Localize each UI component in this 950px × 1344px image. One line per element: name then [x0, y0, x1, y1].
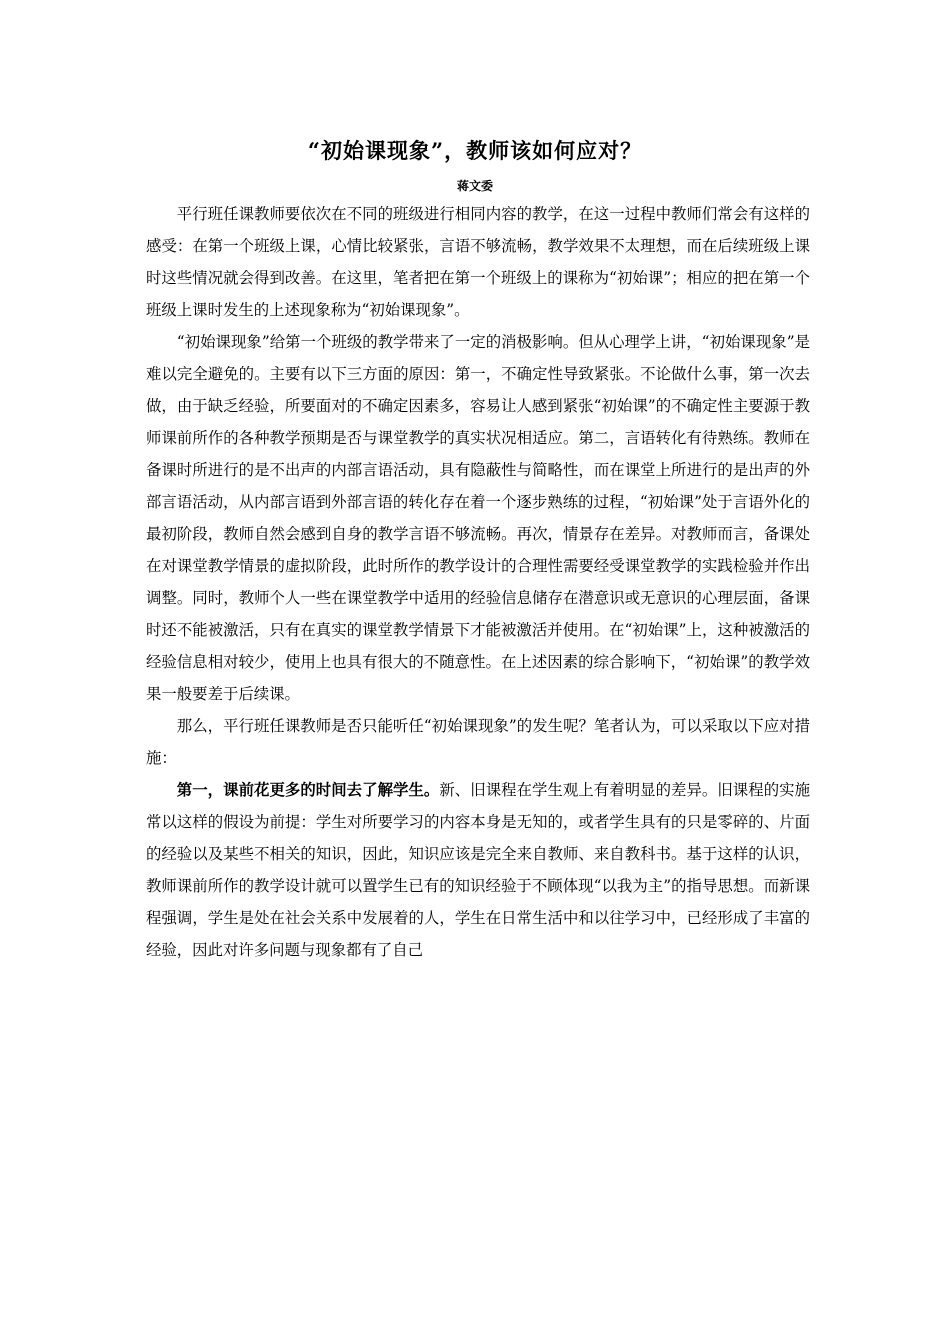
document-title: “初始课现象”，教师该如何应对？ — [307, 138, 643, 163]
measure-one-heading: 第一，课前花更多的时间去了解学生。 — [176, 781, 440, 799]
paragraph-measure-one — [146, 774, 810, 966]
measure-one-text: 新、旧课程在学生观上有着明显的差异。旧课程的实施常以这样的假设为前提：学生对所要学习的内容本身是无知的，或者学生具有的只是零碎的、片面的经验以及某些不相关的知识，因此，知识应该是完全来自教师、来自教科书。基于这样的认识，教师课前所作的教学设计就可以置学生已有的知识经验于不顾体现“以我为主”的指导思想。而新课程强调，学生是处在社会关系中发展着的人，学生在日常生活中和以往学习中，已经形成了丰富的经验，因此对许多问题与现象都有了自己 — [146, 781, 810, 959]
document-author: 蒋文委 — [456, 179, 493, 193]
document-body — [146, 198, 810, 966]
paragraph-causes: “初始课现象”给第一个班级的教学带来了一定的消极影响。但从心理学上讲，“初始课现象”是难以完全避免的。主要有以下三方面的原因：第一，不确定性导致紧张。不论做什么事，第一次去做，由于缺乏经验，所要面对的不确定因素多，容易让人感到紧张“初始课”的不确定性主要源于教师课前所作的各种教学预期是否与课堂教学的真实状况相适应。第二，言语转化有待熟练。教师在备课时所进行的是不出声的内部言语活动，具有隐蔽性与简略性，而在课堂上所进行的是出声的外部言语活动，从内部言语到外部言语的转化存在着一个逐步熟练的过程，“初始课”处于言语外化的最初阶段，教师自然会感到自身的教学言语不够流畅。再次，情景存在差异。对教师而言，备课处在对课堂教学情景的虚拟阶段，此时所作的教学设计的合理性需要经受课堂教学的实践检验并作出调整。同时，教师个人一些在课堂教学中适用的经验信息储存在潜意识或无意识的心理层面，备课时还不能被激活，只有在真实的课堂教学情景下才能被激活并使用。在“初始课”上，这种被激活的经验信息相对较少，使用上也具有很大的不随意性。在上述因素的综合影响下，“初始课”的教学效果一般要差于后续课。 — [146, 333, 810, 703]
paragraph-intro: 平行班任课教师要依次在不同的班级进行相同内容的教学，在这一过程中教师们常会有这样的感受：在第一个班级上课，心情比较紧张，言语不够流畅，教学效果不太理想，而在后续班级上课时这些情况就会得到改善。在这里，笔者把在第一个班级上的课称为“初始课”；相应的把在第一个班级上课时发生的上述现象称为“初始课现象”。 — [146, 205, 810, 319]
paragraph-question: 那么，平行班任课教师是否只能听任“初始课现象”的发生呢？笔者认为，可以采取以下应对措施： — [146, 717, 810, 767]
